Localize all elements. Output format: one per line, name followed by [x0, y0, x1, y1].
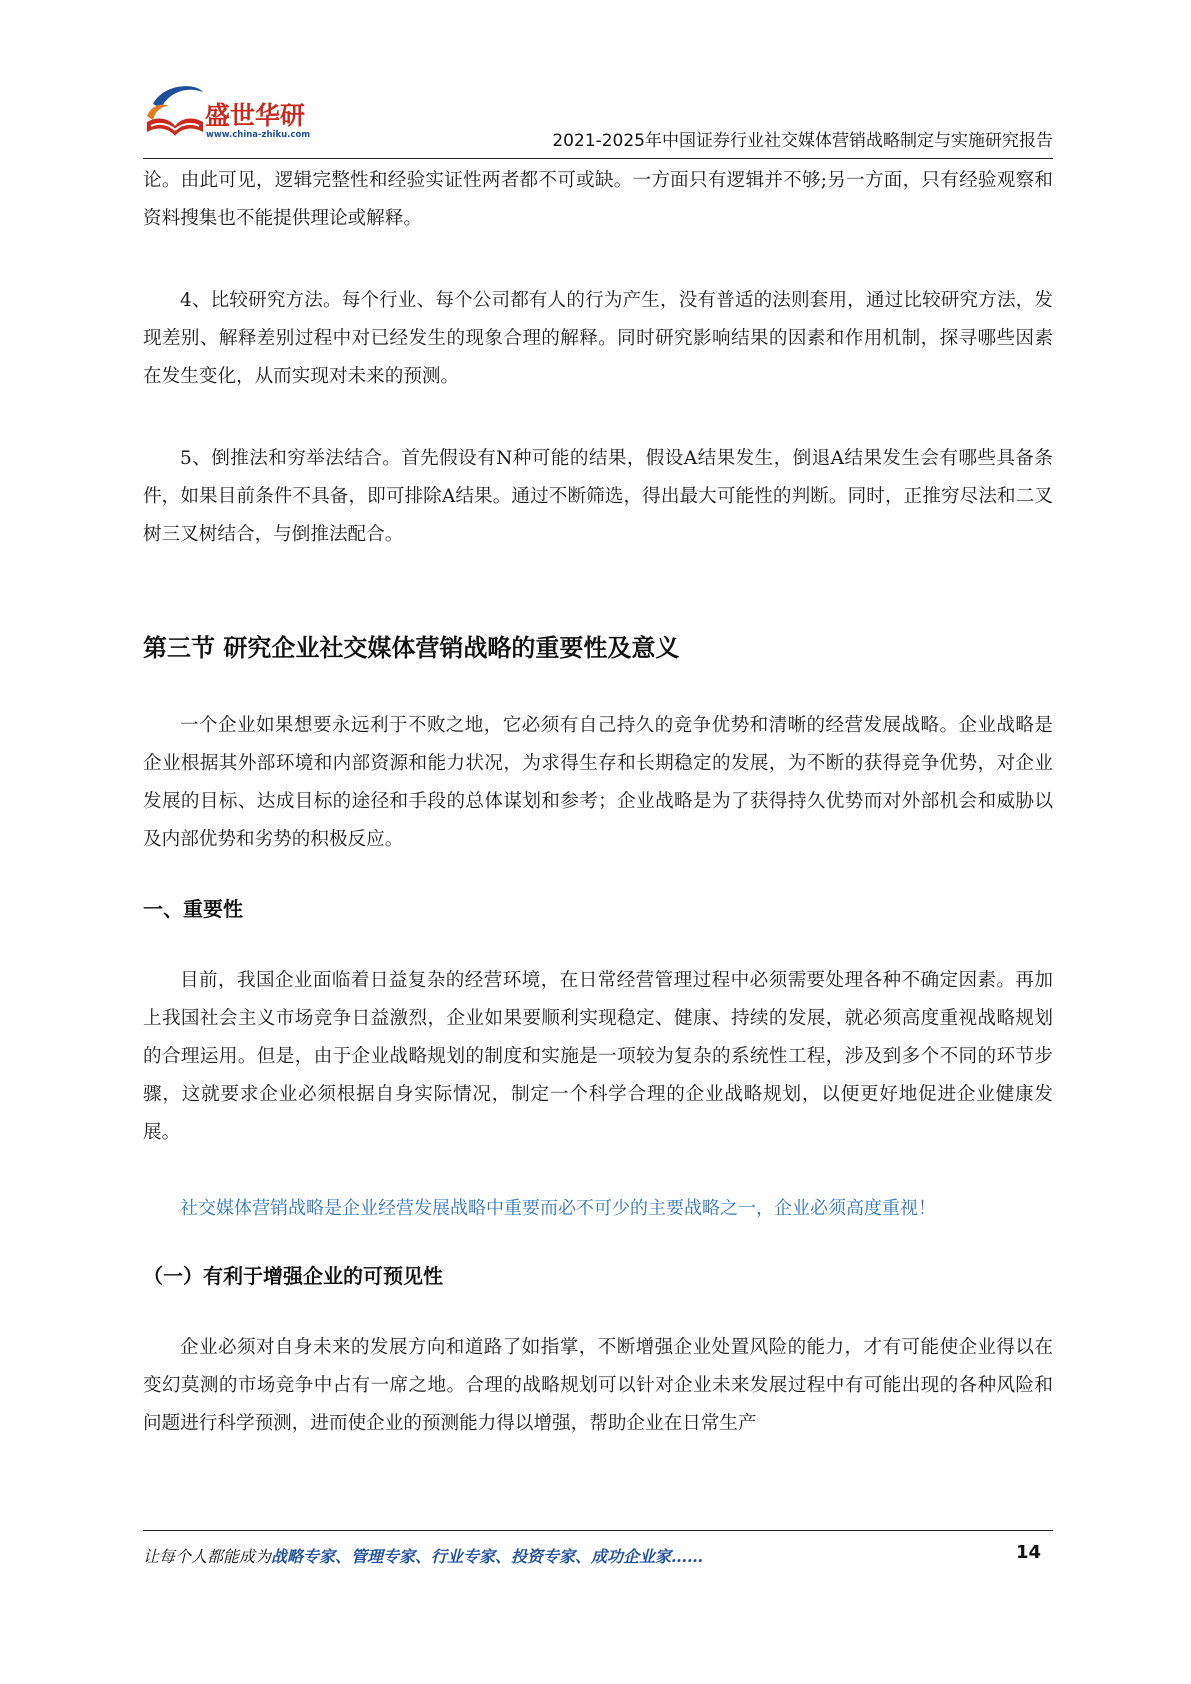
report-title: 2021-2025年中国证券行业社交媒体营销战略制定与实施研究报告	[552, 131, 1053, 151]
brand-name: 盛世华研	[205, 101, 306, 130]
section-title: 第三节 研究企业社交媒体营销战略的重要性及意义	[143, 634, 680, 662]
page-body	[143, 162, 1053, 1443]
paragraph-1: 论。由此可见，逻辑完整性和经验实证性两者都不可或缺。一方面只有逻辑并不够;另一方面，只有经验观察和资料搜集也不能提供理论或解释。	[143, 170, 1053, 229]
paragraph-method-4: 4、比较研究方法。每个行业、每个公司都有人的行为产生，没有普适的法则套用，通过比较研究方法，发现差别、解释差别过程中对已经发生的现象合理的解释。同时研究影响结果的因素和作用机制，探寻哪些因素在发生变化，从而实现对未来的预测。	[143, 290, 1053, 387]
brand-url[interactable]: www.china-zhiku.com	[206, 130, 311, 140]
subsection-importance: 一、重要性	[143, 897, 243, 921]
page-number: 14	[1015, 1542, 1041, 1563]
brand-logo	[143, 78, 323, 148]
header-divider	[143, 158, 1053, 159]
paragraph-intro: 一个企业如果想要永远利于不败之地，它必须有自己持久的竞争优势和清晰的经营发展战略。企业战略是企业根据其外部环境和内部资源和能力状况，为求得生存和长期稳定的发展，为不断的获得竞争优势，对企业发展的目标、达成目标的途径和手段的总体谋划和参考；企业战略是为了获得持久优势而对外部机会和威胁以及内部优势和劣势的积极反应。	[143, 715, 1053, 850]
footer-slogan	[143, 1544, 703, 1567]
paragraph-method-5: 5、倒推法和穷举法结合。首先假设有N种可能的结果，假设A结果发生，倒退A结果发生会有哪些具备条件，如果目前条件不具备，即可排除A结果。通过不断筛选，得出最大可能性的判断。同时，正推穷尽法和二叉树三叉树结合，与倒推法配合。	[143, 448, 1053, 545]
page-header	[143, 78, 1053, 158]
highlight-paragraph: 社交媒体营销战略是企业经营发展战略中重要而必不可少的主要战略之一，企业必须高度重视！	[180, 1198, 936, 1219]
footer-divider	[143, 1530, 1053, 1531]
paragraph-predictability: 企业必须对自身未来的发展方向和道路了如指掌，不断增强企业处置风险的能力，才有可能使企业得以在变幻莫测的市场竞争中占有一席之地。合理的战略规划可以针对企业未来发展过程中有可能出现的各种风险和问题进行科学预测，进而使企业的预测能力得以增强，帮助企业在日常生产	[143, 1337, 1053, 1434]
subsection-predictability: （一）有利于增强企业的可预见性	[143, 1264, 443, 1288]
paragraph-importance: 目前，我国企业面临着日益复杂的经营环境，在日常经营管理过程中必须需要处理各种不确定因素。再加上我国社会主义市场竞争日益激烈，企业如果要顺利实现稳定、健康、持续的发展，就必须高度重视战略规划的合理运用。但是，由于企业战略规划的制度和实施是一项较为复杂的系统性工程，涉及到多个不同的环节步骤，这就要求企业必须根据自身实际情况，制定一个科学合理的企业战略规划，以便更好地促进企业健康发展。	[143, 970, 1053, 1143]
page-footer	[143, 1540, 1053, 1570]
slogan-highlight: 战略专家、管理专家、行业专家、投资专家、成功企业家……	[271, 1547, 704, 1566]
book-swoosh-logo-icon	[143, 82, 207, 144]
slogan-prefix: 让每个人都能成为	[143, 1547, 272, 1566]
